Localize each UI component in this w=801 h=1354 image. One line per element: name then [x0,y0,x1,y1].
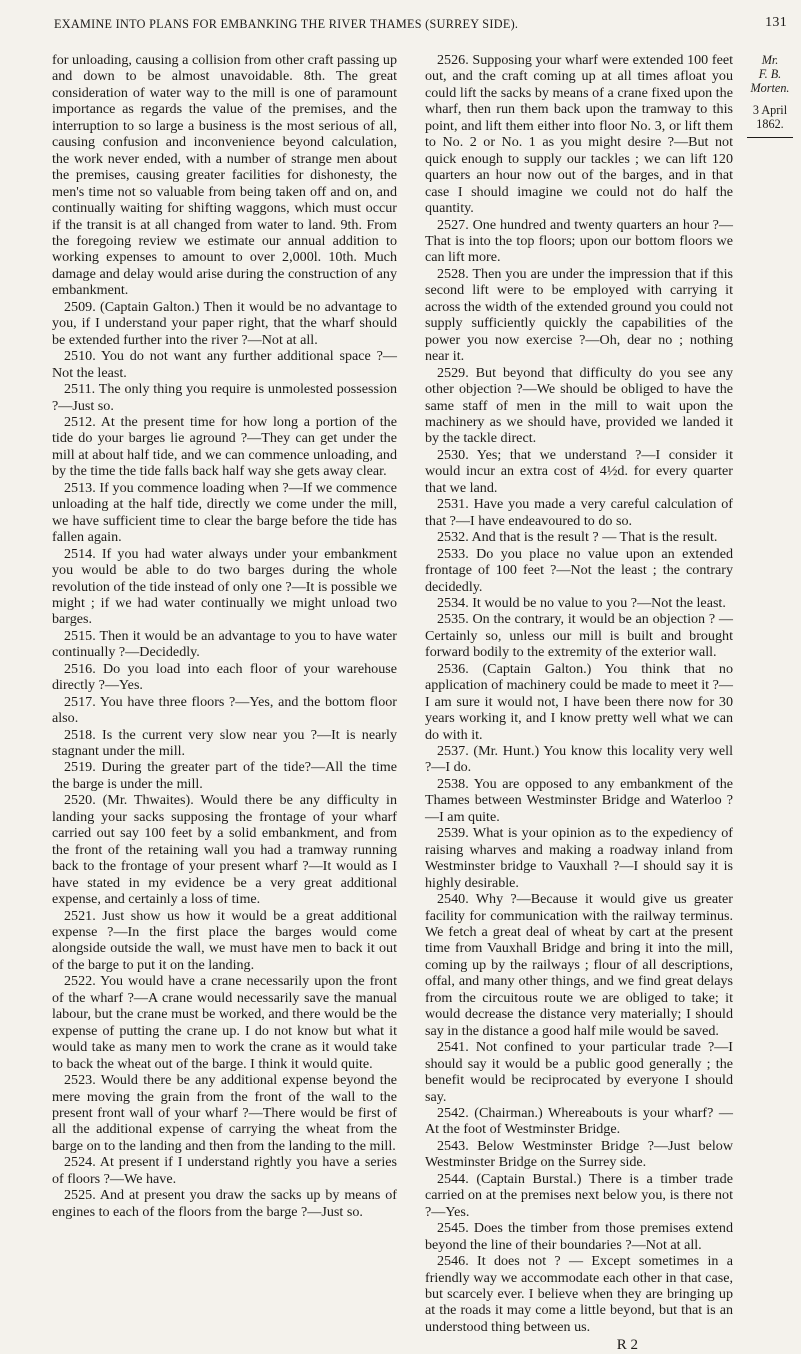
paragraph: 2545. Does the timber from those premises extend beyond the line of their boundaries ?—Not at all. [425,1220,733,1253]
paragraph: 2519. During the greater part of the tide?—All the time the barge is under the mill. [52,759,397,792]
paragraph: 2541. Not confined to your particular trade ?—I should say it would be a public good generally ; the benefit would be reciprocated by everyone I should say. [425,1039,733,1105]
paragraph: 2513. If you commence loading when ?—If we commence unloading at the half tide, directly we come under the mill, we have sufficient time to clear the barge before the tide has fallen again. [52,479,397,546]
paragraph: 2538. You are opposed to any embankment of the Thames between Westminster Bridge and Waterloo ? —I am quite. [425,775,733,825]
witness-margin-note [741,53,799,138]
paragraph: 2516. Do you load into each floor of your warehouse directly ?—Yes. [52,660,397,694]
margin-rule [747,137,793,138]
paragraph: 2533. Do you place no value upon an extended frontage of 100 feet ?—Not the least ; the contrary decidedly. [425,545,733,595]
paragraph: 2525. And at present you draw the sacks up by means of engines to each of the floors from the barge ?—Just so. [52,1187,397,1220]
witness-name: F. B. Morten. [750,67,790,95]
witness-title: Mr. [761,53,779,67]
paragraph: 2540. Why ?—Because it would give us greater facility for communication with the railway terminus. We fetch a great deal of wheat by cart at the present time from Vauxhall Bridge and bring it into the mill, coming up by the railways ; flour of all descriptions, offal, and many other things, and we find great delays from the circuitous route we are obliged to take; it would decrease the distance very materially; I should say in the distance a good half mile would be saved. [425,891,733,1039]
right-column [425,52,733,1354]
paragraph: 2539. What is your opinion as to the expediency of raising wharves and making a roadway inland from Westminster bridge to Vauxhall ?—I should say it is highly desirable. [425,825,733,891]
paragraph: 2527. One hundred and twenty quarters an hour ?—That is into the top floors; upon our bottom floors we can lift more. [425,216,733,266]
paragraph: 2529. But beyond that difficulty do you see any other objection ?—We should be obliged to have the same staff of men in the mill to wait upon the machinery as we should have, provided we landed it by the tackle direct. [425,364,733,447]
page-number: 131 [765,15,787,30]
paragraph: 2544. (Captain Burstal.) There is a timber trade carried on at the premises next below you, is there not ?—Yes. [425,1170,733,1220]
signature-mark: R 2 [616,1337,638,1354]
left-column [52,52,397,1220]
paragraph: 2531. Have you made a very careful calculation of that ?—I have endeavoured to do so. [425,496,733,529]
paragraph: 2528. Then you are under the impression that if this second lift were to be employed with carrying it across the width of the extended ground you could not supply sufficiently quickly the capabilities of the power you now exercise ?—Oh, dear no ; nothing near it. [425,265,733,365]
testimony-date: 3 April 1862. [752,103,788,131]
paragraph: 2517. You have three floors ?—Yes, and the bottom floor also. [52,693,397,727]
running-title: EXAMINE INTO PLANS FOR EMBANKING THE RIVER THAMES (SURREY SIDE). [54,17,519,31]
paragraph: 2536. (Captain Galton.) You think that no application of machinery could be made to meet it ?—I am sure it would not, I have been there now for 30 years working it, and I know pretty well what we can do with it. [425,660,733,743]
paragraph: 2534. It would be no value to you ?—Not the least. [437,594,726,611]
paragraph: 2530. Yes; that we understand ?—I consider it would incur an extra cost of 4½d. for every quarter that we land. [425,446,733,496]
paragraph: 2511. The only thing you require is unmolested possession ?—Just so. [52,381,397,414]
paragraph: 2537. (Mr. Hunt.) You know this locality very well ?—I do. [425,743,733,776]
paragraph: 2546. It does not ? — Except sometimes in a friendly way we accommodate each other in that case, but scarcely ever. I believe when they are bringing up at the roads it may come a little beyond, but that is an understood thing between us. [425,1253,733,1335]
paragraph: 2518. Is the current very slow near you ?—It is nearly stagnant under the mill. [52,726,397,760]
paragraph: 2523. Would there be any additional expense beyond the mere moving the grain from the front of the wall to the present front wall of your wharf ?—There would be first of all the additional expense of carrying the wheat from the barge on to the landing and then from the landing to the mill. [52,1072,397,1154]
paragraph: 2543. Below Westminster Bridge ?—Just below Westminster Bridge on the Surrey side. [425,1137,733,1171]
paragraph: 2510. You do not want any further additional space ?—Not the least. [52,348,397,381]
paragraph: 2515. Then it would be an advantage to you to have water continually ?—Decidedly. [52,627,397,661]
paragraph: 2514. If you had water always under your embankment you would be able to do two barges during the whole revolution of the tide instead of only one ?—It is possible we might ; if we had water continually we might unload two barges. [52,545,397,628]
paragraph: 2535. On the contrary, it would be an objection ? —Certainly so, unless our mill is built and brought forward bodily to the extremity of the exterior wall. [425,611,733,661]
paragraph: for unloading, causing a collision from other craft passing up and down to be almost unavoidable. 8th. The great consideration of water way to the mill is one of paramount importance as regards the value of the premises, and the interruption to so large a business is the most serious of all, causing confusion and inconvenience beyond calculation, the work never ended, with a number of strange men about the premises, causing greater facilities for dishonesty, the men's time not so valuable from being taken off and on, and continually waiting for shifting waggons, which must occur if the transit is at all changed from water to land. 9th. From the foregoing review we estimate our annual addition to working expenses to amount to over 2,000l. 10th. Much damage and delay would arise during the construction of any embankment. [52,52,397,299]
paragraph: 2521. Just show us how it would be a great additional expense ?—In the first place the barges would come alongside outside the wall, we must have men to back it out of the barge to put it on the landing. [52,907,397,973]
paragraph: 2509. (Captain Galton.) Then it would be no advantage to you, if I understand your paper right, that the wharf should be extended further into the river ?—Not at all. [52,298,397,348]
paragraph: 2524. At present if I understand rightly you have a series of floors ?—We have. [52,1154,397,1187]
running-header [54,15,787,35]
paragraph: 2522. You would have a crane necessarily upon the front of the wharf ?—A crane would necessarily save the manual labour, but the crane must be worked, and there would be the expense of putting the crane up. I do not know but what it would take as many men to work the crane as it would take to back the wheat out of the barge. I think it would quite. [52,973,397,1072]
paragraph: 2542. (Chairman.) Whereabouts is your wharf? —At the foot of Westminster Bridge. [425,1105,733,1138]
paragraph: 2526. Supposing your wharf were extended 100 feet out, and the craft coming up at all times afloat you could lift the sacks by means of a crane fixed upon the wharf, then run them back upon the tramway to this point, and lift them either into floor No. 3, or lift them to No. 2 or No. 1 as you might desire ?—But not quick enough to supply our tackles ; we can lift 120 quarters an hour now out of the barges, and in that case I should imagine we could not do half the quantity. [425,52,733,217]
paragraph: 2512. At the present time for how long a portion of the tide do your barges lie aground ?—They can get under the mill at about half tide, and we can commence unloading, and by the time the tide falls back half way she gets away clear. [52,413,397,480]
paragraph: 2532. And that is the result ? — That is the result. [437,529,718,546]
paragraph: 2520. (Mr. Thwaites). Would there be any difficulty in landing your sacks supposing the frontage of your wharf carried out say 100 feet by a solid embankment, and from the front of the retaining wall you had a tramway running back to the frontage of your present wharf ?—It would as I have stated in my evidence be a very great additional expense, and certainly a loss of time. [52,792,397,908]
